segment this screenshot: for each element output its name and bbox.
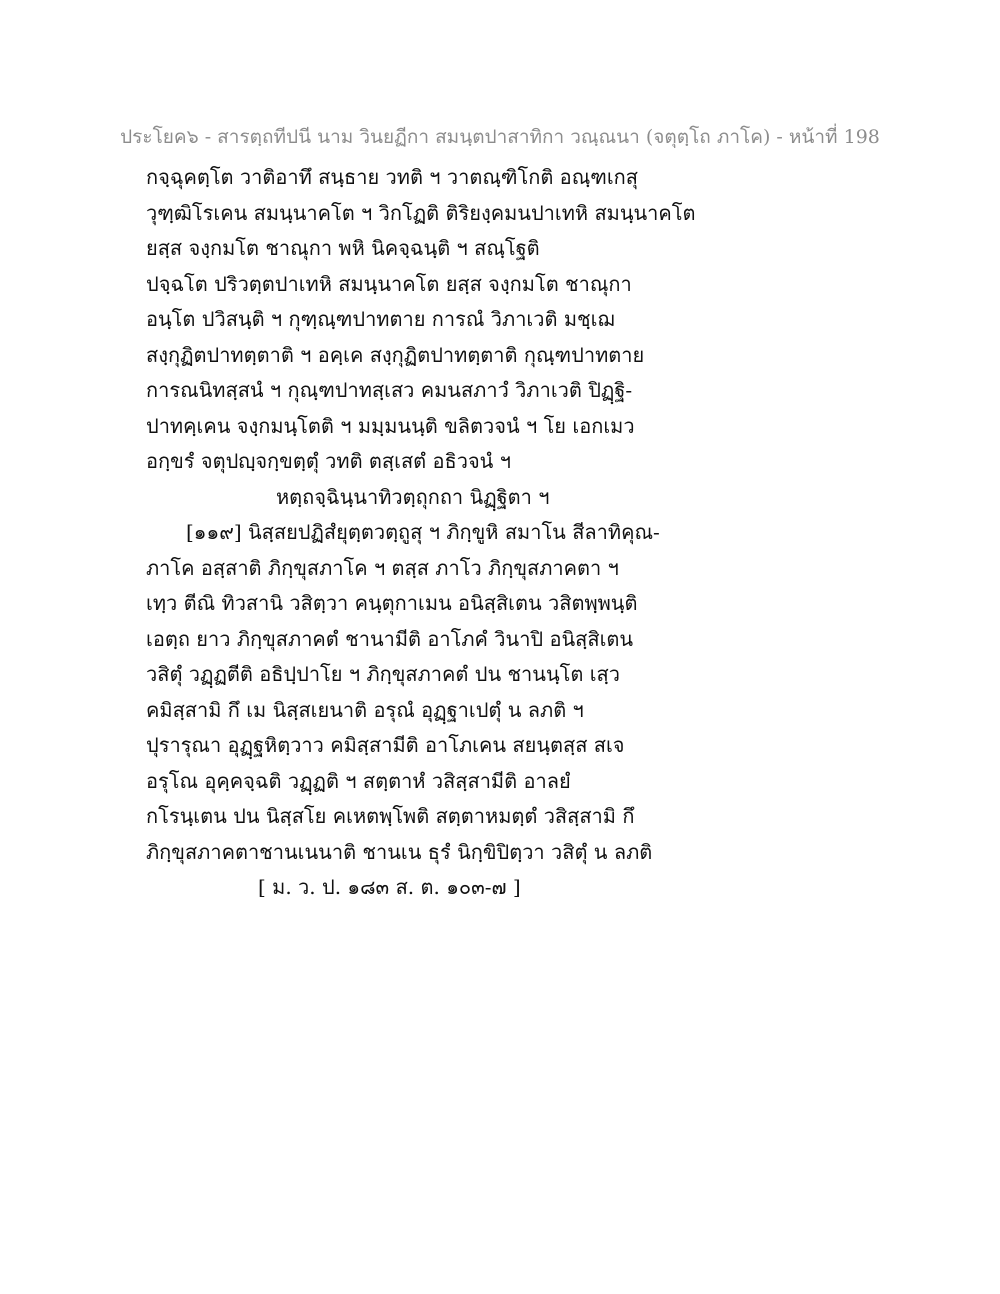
text-line: วุฑฺฒิโรเคน สมนฺนาคโต ฯ วิกโฏติ ติริยงฺคมนปาเทหิ สมนฺนาคโต — [146, 200, 696, 225]
text-line: เทฺว ตีณิ ทิวสานิ วสิตฺวา คนฺตุกาเมน อนิสฺสิเตน วสิตพฺพนฺติ — [146, 591, 638, 615]
page-body — [146, 160, 706, 906]
cross-reference: [ ม. ว. ป. ๑๘๓ ส. ต. ๑๐๓-๗ ] — [258, 875, 521, 899]
text-line: ภาโค อสฺสาติ ภิกฺขุสภาโค ฯ ตสฺส ภาโว ภิกฺขุสภาคตา ฯ — [146, 555, 619, 580]
text-line: คมิสฺสามิ กึ เม นิสฺสเยนาติ อรุณํ อุฏฺฐาเปตุํ น ลภติ ฯ — [146, 697, 584, 722]
text-line: ปุรารุณา อุฏฺฐหิตฺวาว คมิสฺสามีติ อาโภเคน สยนฺตสฺส สเจ — [146, 733, 625, 757]
text-line: กโรนฺเตน ปน นิสฺสโย คเหตพฺโพติ สตฺตาหมตฺตํ วสิสฺสามิ กึ — [146, 804, 635, 828]
text-line: เอตฺถ ยาว ภิกฺขุสภาคตํ ชานามีติ อาโภคํ วินาปิ อนิสฺสิเตน — [146, 626, 634, 651]
section-end-title: หตฺถจฺฉินฺนาทิวตฺถุกถา นิฏฺฐิตา ฯ — [276, 484, 550, 509]
text-line: การณนิทสฺสนํ ฯ กุณฺฑปาทสฺเสว คมนสภาวํ วิภาเวติ ปิฏฺฐิ- — [146, 378, 633, 402]
text-line: อรุโณ อุคฺคจฺฉติ วฏฺฏติ ฯ สตฺตาหํ วสิสฺสามีติ อาลยํ — [146, 768, 571, 793]
text-line: ภิกฺขุสภาคตาชานเนนาติ ชานเน ธุรํ นิกฺขิปิตฺวา วสิตุํ น ลภติ — [146, 839, 653, 864]
text-line: อกฺขรํ จตุปญฺจกฺขตฺตุํ วทติ ตสฺเสตํ อธิวจนํ ฯ — [146, 449, 511, 473]
text-line: ปาทคฺเคน จงฺกมนฺโตติ ฯ มมฺมนนฺติ ขลิตวจนํ ฯ โย เอกเมว — [146, 413, 635, 438]
text-line: วสิตุํ วฏฺฏตีติ อธิปฺปาโย ฯ ภิกฺขุสภาคตํ ปน ชานนฺโต เสฺว — [146, 662, 620, 686]
paragraph-first-line: [๑๑๙] นิสฺสยปฏิสํยุตฺตวตฺถูสุ ฯ ภิกฺขูหิ สมาโน สีลาทิคุณ- — [186, 520, 660, 544]
text-line: ปจฺฉโต ปริวตฺตปาเทหิ สมนฺนาคโต ยสฺส จงฺกมโต ชาณุกา — [146, 271, 632, 296]
text-line: อนฺโต ปวิสนฺติ ฯ กุฑฺณฺฑปาทตาย การณํ วิภาเวติ มชฺเฌ — [146, 307, 615, 331]
text-line: ยสฺส จงฺกมโต ชาณุกา พหิ นิคจฺฉนฺติ ฯ สณฺโฐติ — [146, 236, 540, 260]
page-running-title: ประโยค๖ - สารตฺถทีปนี นาม วินยฏีกา สมนฺตปาสาทิกา วณฺณนา (จตุตฺโถ ภาโค) - หน้าที่ 198 — [120, 126, 880, 148]
text-line: กจฺฉุคตฺโต วาติอาทึ สนฺธาย วทติ ฯ วาตณฺฑิโกติ อณฺฑเกสุ — [146, 165, 639, 189]
text-line: สงฺกุฏิตปาทตฺตาติ ฯ อคฺเค สงฺกุฏิตปาทตฺตาติ กุณฺฑปาทตาย — [146, 342, 645, 367]
